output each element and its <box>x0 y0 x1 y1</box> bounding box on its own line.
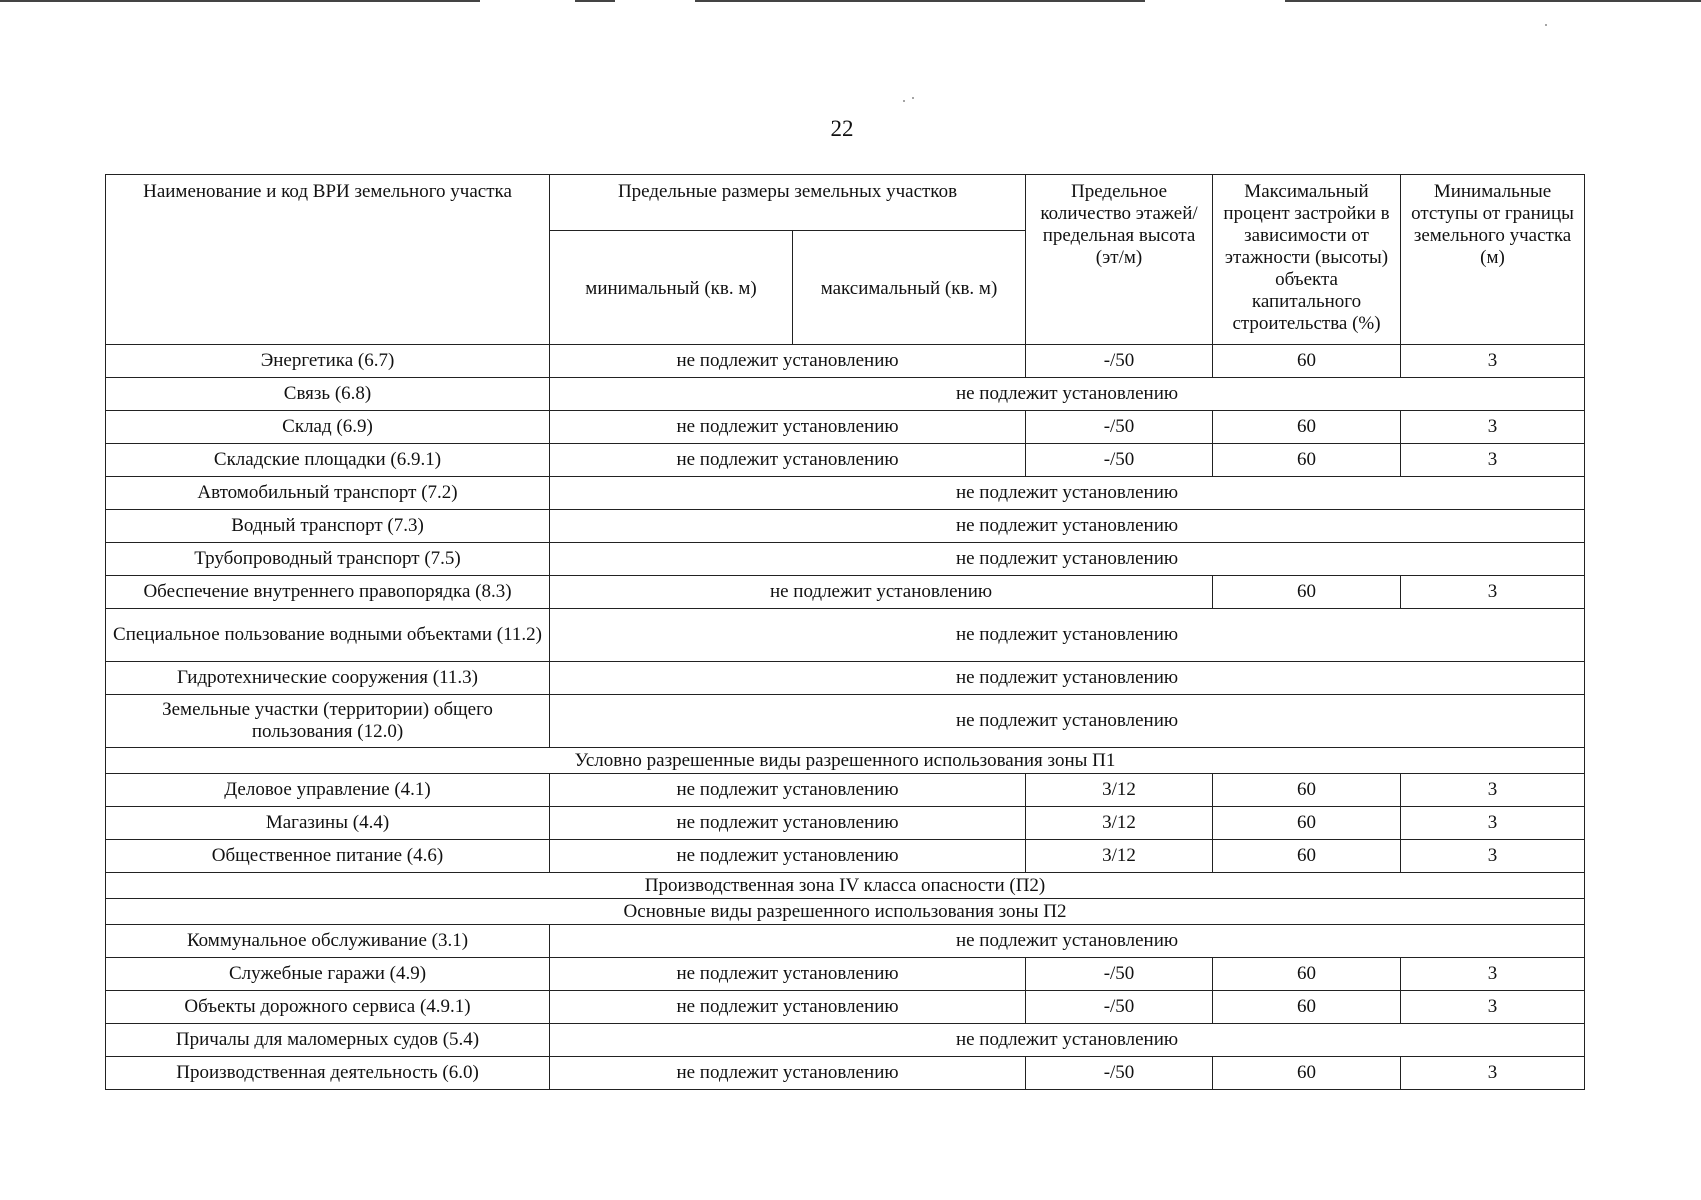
plot-sizes-cell: не подлежит установлению <box>550 444 1026 477</box>
section-title: Условно разрешенные виды разрешенного использования зоны П1 <box>106 748 1585 774</box>
table-row <box>106 991 1585 1024</box>
use-type-name: Причалы для маломерных судов (5.4) <box>106 1024 550 1057</box>
scan-speck <box>903 100 905 102</box>
setback-cell: 3 <box>1401 345 1585 378</box>
floors-height-cell: -/50 <box>1026 345 1213 378</box>
coverage-cell: 60 <box>1213 576 1401 609</box>
table-row <box>106 609 1585 662</box>
scan-edge-line <box>0 0 480 2</box>
setback-cell: 3 <box>1401 444 1585 477</box>
table-row <box>106 345 1585 378</box>
table-row <box>106 695 1585 748</box>
table-row <box>106 958 1585 991</box>
floors-height-cell: -/50 <box>1026 991 1213 1024</box>
use-type-name: Общественное питание (4.6) <box>106 840 550 873</box>
floors-height-cell: -/50 <box>1026 444 1213 477</box>
plot-sizes-cell: не подлежит установлению <box>550 1057 1026 1090</box>
table-row <box>106 840 1585 873</box>
plot-sizes-cell: не подлежит установлению <box>550 411 1026 444</box>
floors-height-cell: -/50 <box>1026 958 1213 991</box>
scan-edge-line <box>1285 0 1701 2</box>
table-row <box>106 576 1585 609</box>
table-row <box>106 444 1585 477</box>
use-type-name: Связь (6.8) <box>106 378 550 411</box>
floors-height-cell: 3/12 <box>1026 807 1213 840</box>
header-max-size: максимальный (кв. м) <box>793 231 1026 345</box>
section-title: Производственная зона IV класса опасности (П2) <box>106 873 1585 899</box>
coverage-cell: 60 <box>1213 444 1401 477</box>
use-type-name: Деловое управление (4.1) <box>106 774 550 807</box>
plot-sizes-cell: не подлежит установлению <box>550 807 1026 840</box>
not-established-cell: не подлежит установлению <box>550 477 1585 510</box>
plot-sizes-cell: не подлежит установлению <box>550 991 1026 1024</box>
not-established-cell: не подлежит установлению <box>550 925 1585 958</box>
table-row <box>106 378 1585 411</box>
use-type-name: Обеспечение внутреннего правопорядка (8.3) <box>106 576 550 609</box>
setback-cell: 3 <box>1401 774 1585 807</box>
header-name: Наименование и код ВРИ земельного участка <box>106 175 550 345</box>
coverage-cell: 60 <box>1213 807 1401 840</box>
table-row <box>106 774 1585 807</box>
use-type-name: Коммунальное обслуживание (3.1) <box>106 925 550 958</box>
table-row <box>106 1057 1585 1090</box>
not-established-cell: не подлежит установлению <box>550 510 1585 543</box>
not-established-cell: не подлежит установлению <box>550 576 1213 609</box>
header-floors: Предельное количество этажей/ предельная высота (эт/м) <box>1026 175 1213 345</box>
setback-cell: 3 <box>1401 1057 1585 1090</box>
section-row <box>106 748 1585 774</box>
use-type-name: Гидротехнические сооружения (11.3) <box>106 662 550 695</box>
section-row <box>106 873 1585 899</box>
floors-height-cell: -/50 <box>1026 411 1213 444</box>
header-setback: Минимальные отступы от границы земельного участка (м) <box>1401 175 1585 345</box>
setback-cell: 3 <box>1401 840 1585 873</box>
table-row <box>106 807 1585 840</box>
table-row <box>106 1024 1585 1057</box>
table-row <box>106 543 1585 576</box>
use-type-name: Производственная деятельность (6.0) <box>106 1057 550 1090</box>
plot-sizes-cell: не подлежит установлению <box>550 840 1026 873</box>
page-number: 22 <box>830 116 854 141</box>
section-row <box>106 899 1585 925</box>
zoning-table <box>105 174 1585 1090</box>
table-row <box>106 925 1585 958</box>
plot-sizes-cell: не подлежит установлению <box>550 345 1026 378</box>
coverage-cell: 60 <box>1213 840 1401 873</box>
plot-sizes-cell: не подлежит установлению <box>550 774 1026 807</box>
use-type-name: Земельные участки (территории) общего пользования (12.0) <box>106 695 550 748</box>
table-row <box>106 477 1585 510</box>
table-row <box>106 510 1585 543</box>
not-established-cell: не подлежит установлению <box>550 695 1585 748</box>
use-type-name: Трубопроводный транспорт (7.5) <box>106 543 550 576</box>
scan-edge-line <box>575 0 615 2</box>
use-type-name: Объекты дорожного сервиса (4.9.1) <box>106 991 550 1024</box>
use-type-name: Магазины (4.4) <box>106 807 550 840</box>
scan-speck <box>1545 24 1547 26</box>
use-type-name: Водный транспорт (7.3) <box>106 510 550 543</box>
section-title: Основные виды разрешенного использования зоны П2 <box>106 899 1585 925</box>
not-established-cell: не подлежит установлению <box>550 1024 1585 1057</box>
table-body <box>106 345 1585 1090</box>
table-row <box>106 411 1585 444</box>
use-type-name: Складские площадки (6.9.1) <box>106 444 550 477</box>
not-established-cell: не подлежит установлению <box>550 378 1585 411</box>
use-type-name: Энергетика (6.7) <box>106 345 550 378</box>
scan-edge-line <box>695 0 1145 2</box>
header-min-size: минимальный (кв. м) <box>550 231 793 345</box>
setback-cell: 3 <box>1401 411 1585 444</box>
header-plot-sizes: Предельные размеры земельных участков <box>550 175 1026 231</box>
coverage-cell: 60 <box>1213 774 1401 807</box>
coverage-cell: 60 <box>1213 411 1401 444</box>
use-type-name: Специальное пользование водными объектами (11.2) <box>106 609 550 662</box>
table-row <box>106 662 1585 695</box>
header-coverage: Максимальный процент застройки в зависимости от этажности (высоты) объекта капитального строительства (%) <box>1213 175 1401 345</box>
coverage-cell: 60 <box>1213 991 1401 1024</box>
not-established-cell: не подлежит установлению <box>550 609 1585 662</box>
coverage-cell: 60 <box>1213 1057 1401 1090</box>
not-established-cell: не подлежит установлению <box>550 543 1585 576</box>
floors-height-cell: 3/12 <box>1026 774 1213 807</box>
setback-cell: 3 <box>1401 958 1585 991</box>
use-type-name: Служебные гаражи (4.9) <box>106 958 550 991</box>
floors-height-cell: -/50 <box>1026 1057 1213 1090</box>
use-type-name: Склад (6.9) <box>106 411 550 444</box>
floors-height-cell: 3/12 <box>1026 840 1213 873</box>
coverage-cell: 60 <box>1213 958 1401 991</box>
not-established-cell: не подлежит установлению <box>550 662 1585 695</box>
setback-cell: 3 <box>1401 576 1585 609</box>
plot-sizes-cell: не подлежит установлению <box>550 958 1026 991</box>
setback-cell: 3 <box>1401 807 1585 840</box>
setback-cell: 3 <box>1401 991 1585 1024</box>
coverage-cell: 60 <box>1213 345 1401 378</box>
use-type-name: Автомобильный транспорт (7.2) <box>106 477 550 510</box>
scan-speck <box>912 97 914 99</box>
